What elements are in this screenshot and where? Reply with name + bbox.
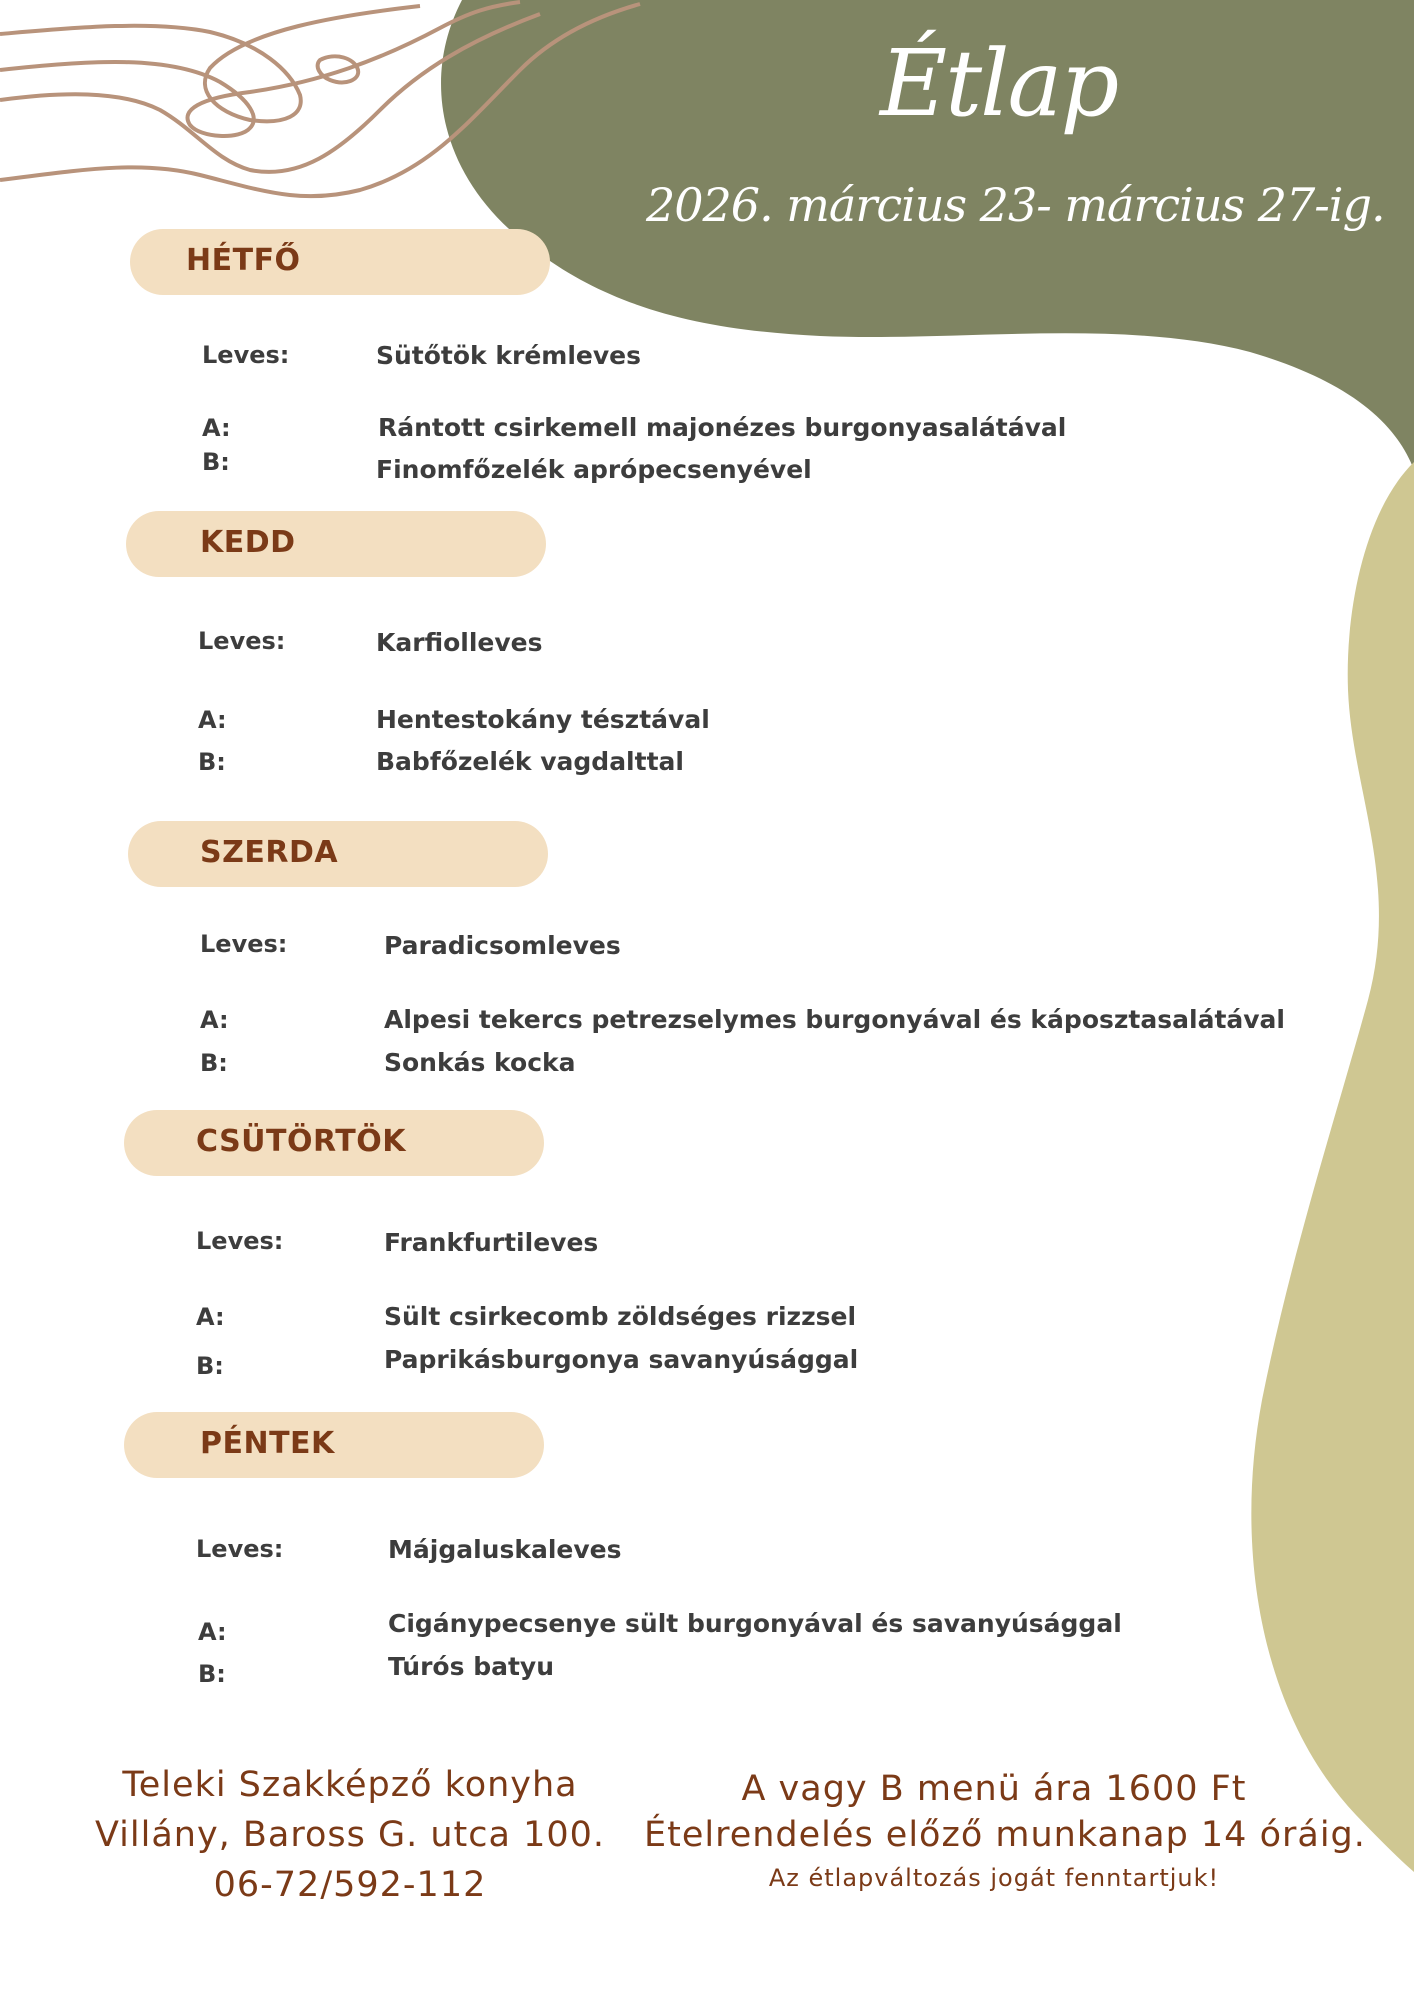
soup-dish: Májgaluskaleves: [388, 1535, 622, 1564]
soup-label: Leves:: [196, 1227, 284, 1255]
menu-b-dish: Finomfőzelék aprópecsenyével: [376, 455, 812, 484]
soup-label: Leves:: [196, 1535, 284, 1563]
menu-b-dish: Babfőzelék vagdalttal: [376, 747, 684, 776]
soup-dish: Paradicsomleves: [384, 931, 621, 960]
day-header-thursday: [124, 1110, 544, 1176]
menu-b-dish: Paprikásburgonya savanyúsággal: [384, 1345, 859, 1374]
soup-label: Leves:: [200, 930, 288, 958]
contour-ring: [318, 56, 359, 82]
kitchen-name: Teleki Szakképző konyha: [122, 1765, 578, 1805]
kitchen-phone: 06-72/592-112: [213, 1865, 487, 1905]
day-name: HÉTFŐ: [186, 243, 301, 278]
order-deadline: Ételrendelés előző munkanap 14 óráig.: [644, 1815, 1366, 1855]
menu-a-dish: Cigánypecsenye sült burgonyával és savanyúsággal: [388, 1609, 1122, 1638]
day-header-monday: [130, 229, 550, 295]
change-notice: Az étlapváltozás jogát fenntartjuk!: [768, 1864, 1220, 1892]
soup-dish: Frankfurtileves: [384, 1228, 599, 1257]
menu-a-dish: Sült csirkecomb zöldséges rizzsel: [384, 1302, 857, 1331]
menu-a-label: A:: [200, 1006, 229, 1034]
menu-a-label: A:: [202, 414, 231, 442]
menu-price: A vagy B menü ára 1600 Ft: [741, 1769, 1247, 1809]
menu-b-label: B:: [202, 448, 230, 476]
menu-b-dish: Túrós batyu: [388, 1652, 555, 1681]
menu-a-dish: Rántott csirkemell majonézes burgonyasalátával: [378, 413, 1067, 442]
order-info: [644, 1766, 1366, 1892]
menu-b-dish: Sonkás kocka: [384, 1048, 576, 1077]
date-range: 2026. március 23- március 27-ig.: [646, 178, 1385, 232]
menu-a-label: A:: [196, 1303, 225, 1331]
soup-dish: Sütőtök krémleves: [376, 341, 642, 370]
menu-a-label: A:: [198, 706, 227, 734]
menu-title: Étlap: [880, 30, 1118, 137]
menu-a-dish: Hentestokány tésztával: [376, 705, 710, 734]
day-header-tuesday: [126, 511, 546, 577]
day-name: KEDD: [200, 525, 296, 560]
soup-dish: Karfiolleves: [376, 628, 543, 657]
khaki-blob: [1251, 462, 1414, 1872]
menu-b-label: B:: [198, 748, 226, 776]
soup-label: Leves:: [198, 627, 286, 655]
menu-b-label: B:: [196, 1352, 224, 1380]
soup-label: Leves:: [202, 341, 290, 369]
kitchen-address: Villány, Baross G. utca 100.: [94, 1815, 606, 1855]
menu-b-label: B:: [200, 1049, 228, 1077]
day-header-wednesday: [128, 821, 548, 887]
kitchen-contact: [50, 1760, 650, 1910]
menu-a-label: A:: [198, 1618, 227, 1646]
day-header-friday: [124, 1412, 544, 1478]
day-name: PÉNTEK: [200, 1426, 335, 1461]
menu-b-label: B:: [198, 1660, 226, 1688]
menu-a-dish: Alpesi tekercs petrezselymes burgonyával és káposztasalátával: [384, 1005, 1286, 1034]
day-name: SZERDA: [200, 835, 339, 870]
day-name: CSÜTÖRTÖK: [196, 1124, 406, 1159]
